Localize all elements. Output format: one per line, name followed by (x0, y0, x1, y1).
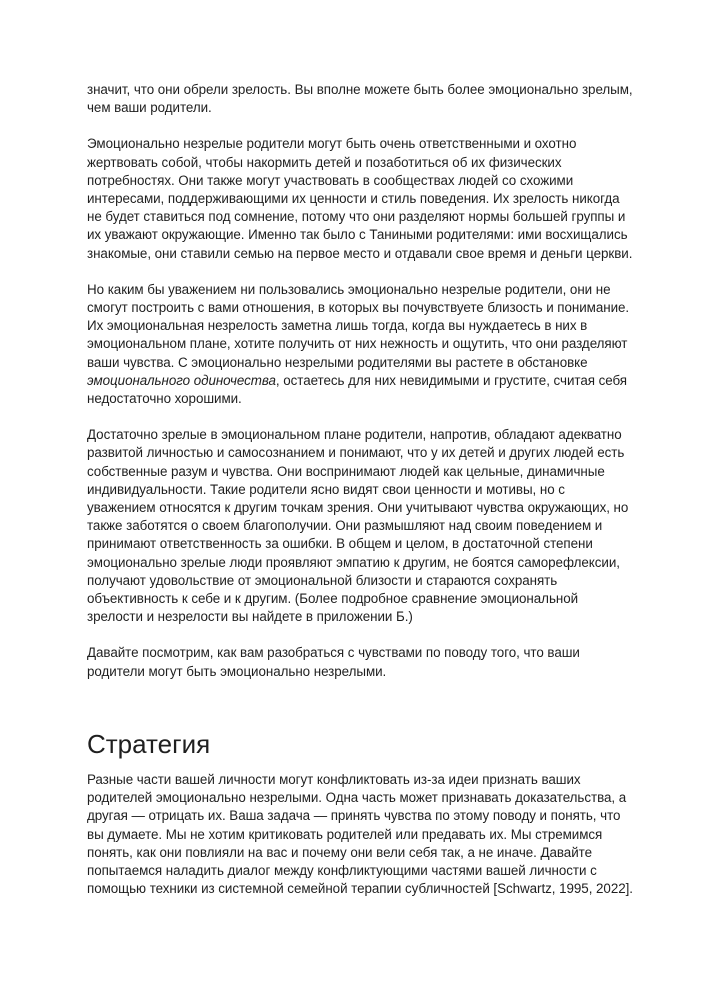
paragraph-text-segment: Но каким бы уважением ни пользовались эмоционально незрелые родители, они не смогут построить с вами отношения, в которых вы почувствуете близость и понимание. Их эмоциональная незрелость заметна лишь тогда, когда вы нуждаетесь в них в эмоциональном плане, хотите получить от них нежность и ощутить, что они разделяют ваши чувства. С эмоционально незрелыми родителями вы растете в обстановке (87, 281, 630, 370)
paragraph-transition: Давайте посмотрим, как вам разобраться с чувствами по поводу того, что ваши родители могут быть эмоционально незрелыми. (87, 645, 580, 679)
paragraph-responsible-parents: Эмоционально незрелые родители могут быть очень ответственными и охотно жертвовать собой, чтобы накормить детей и позаботиться об их физических потребностях. Они также могут участвовать в сообществах людей со схожими интересами, поддерживающими их ценности и стиль поведения. Их зрелость никогда не будет ставиться под сомнение, потому что они разделяют нормы большей группы и их уважают окружающие. Именно так было с Таниными родителями: ими восхищались знакомые, они ставили семью на первое место и отдавали свое время и деньги церкви. (87, 136, 633, 261)
section-heading: Стратегия (87, 728, 211, 759)
paragraph-strategy: Разные части вашей личности могут конфликтовать из-за идеи признать ваших родителей эмоционально незрелыми. Одна часть может признавать доказательства, а другая — отрицать их. Ваша задача — принять чувства по этому поводу и понять, что вы думаете. Мы не хотим критиковать родителей или предавать их. Мы стремимся понять, как они повлияли на вас и почему они вели себя так, а не иначе. Давайте попытаемся наладить диалог между конфликтующими частями вашей личности с помощью техники из системной семейной терапии субличностей [Schwartz, 1995, 2022]. (87, 771, 633, 897)
paragraph-maturity-comparison: значит, что они обрели зрелость. Вы вполне можете быть более эмоционально зрелым, чем ваши родители. (87, 82, 633, 116)
emphasized-term: эмоционального одиночества (87, 372, 276, 388)
paragraph-emotional-loneliness (87, 281, 635, 408)
paragraph-text-segment: , остаетесь для них невидимыми и грустите, считая себя недостаточно хорошими. (87, 372, 628, 407)
paragraph-mature-parents: Достаточно зрелые в эмоциональном плане родители, напротив, обладают адекватно развитой личностью и самосознанием и понимают, что у их детей и других людей есть собственные разум и чувства. Они воспринимают людей как цельные, динамичные индивидуальности. Такие родители ясно видят свои ценности и мотивы, но с уважением относятся к другим точкам зрения. Они учитывают чувства окружающих, но также заботятся о своем благополучии. Они размышляют над своим поведением и принимают ответственность за ошибки. В общем и целом, в достаточной степени эмоционально зрелые люди проявляют эмпатию к другим, не боятся саморефлексии, получают удовольствие от эмоциональной близости и стараются сохранять объективность к себе и к другим. (Более подробное сравнение эмоциональной зрелости и незрелости вы найдете в приложении Б.) (87, 427, 629, 625)
document-page (87, 81, 635, 916)
